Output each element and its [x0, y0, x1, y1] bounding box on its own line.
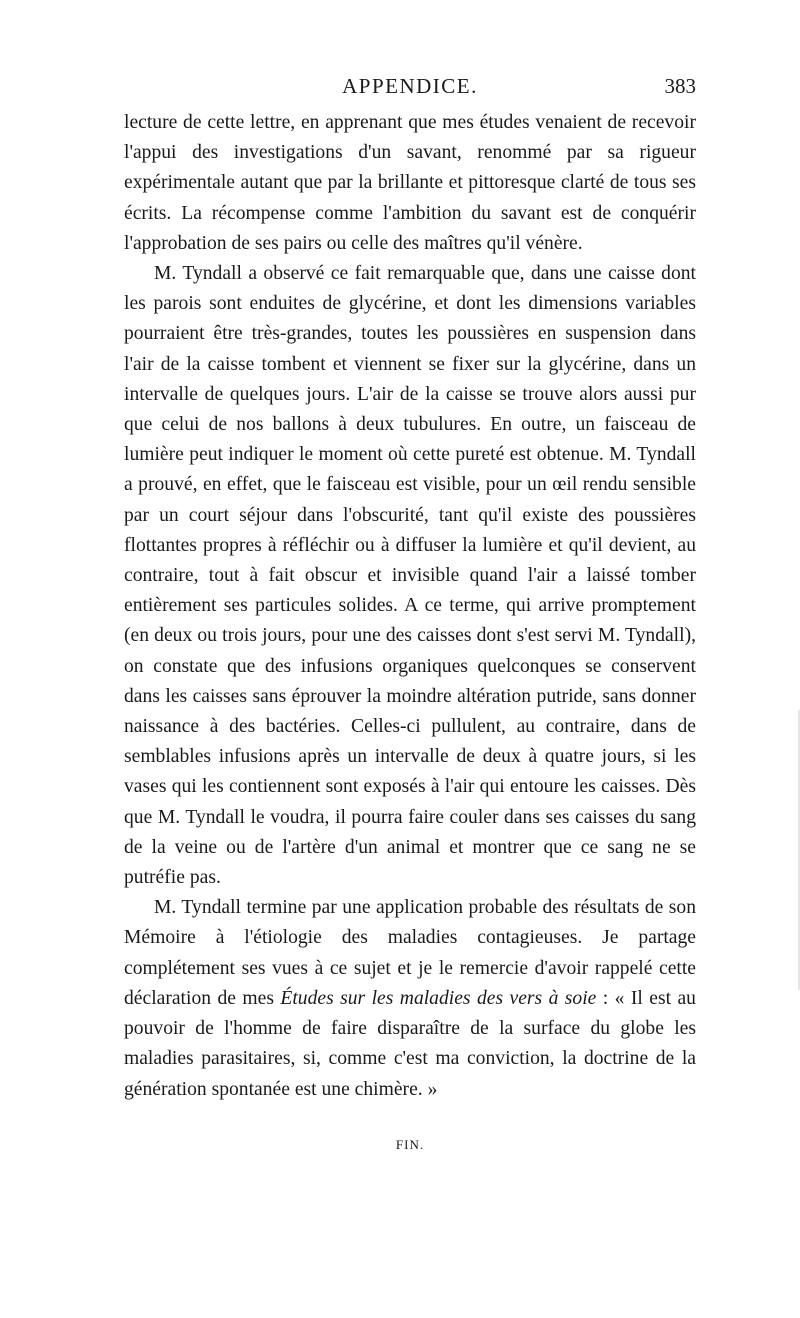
- paragraph-conclusion: [124, 893, 696, 1104]
- body-text: [124, 108, 696, 1105]
- conclusion-text-end: : « Il est au pouvoir de l'homme de faire disparaître de la surface du globe les maladies parasitaires, si, comme c'est ma conviction, la doctrine de la génération spontanée est une chimère. »: [124, 987, 696, 1100]
- book-page: [124, 74, 696, 1153]
- conclusion-text-start: M. Tyndall termine par une application probable des résultats de son Mémoire à l'étiologie des maladies contagieuses. Je partage complétement ses vues à ce sujet et je le remercie d'avoir rappelé cette déclaration de mes: [124, 897, 696, 1009]
- running-head: APPENDICE.: [342, 74, 478, 98]
- page-number: 383: [664, 74, 696, 98]
- page-header: [124, 74, 696, 108]
- end-mark: FIN.: [395, 1136, 425, 1152]
- book-title-italic: Études sur les maladies des vers à soie: [280, 987, 597, 1009]
- paragraph-continuation: lecture de cette lettre, en apprenant que mes études venaient de recevoir l'appui des investigations d'un savant, renommé par sa rigueur expérimentale autant que par la brillante et pittoresque clarté de tous ses écrits. La récompense comme l'ambition du savant est de conquérir l'approbation de ses pairs ou celle des maîtres qu'il vénère.: [124, 112, 696, 254]
- paragraph-tyndall-observation: M. Tyndall a observé ce fait remarquable que, dans une caisse dont les parois sont enduites de glycérine, et dont les dimensions variables pourraient être très-grandes, toutes les poussières en suspension dans l'air de la caisse tombent et viennent se fixer sur la glycérine, dans un intervalle de quelques jours. L'air de la caisse se trouve alors aussi pur que celui de nos ballons à deux tubulures. En outre, un faisceau de lumière peut indiquer le moment où cette pureté est obtenue. M. Tyndall a prouvé, en effet, que le faisceau est visible, pour un œil rendu sensible par un court séjour dans l'obscurité, tant qu'il existe des poussières flottantes propres à réfléchir ou à diffuser la lumière et qu'il devient, au contraire, tout à fait obscur et invisible quand l'air a laissé tomber entièrement ses particules solides. A ce terme, qui arrive promptement (en deux ou trois jours, pour une des caisses dont s'est servi M. Tyndall), on constate que des infusions organiques quelconques se conservent dans les caisses sans éprouver la moindre altération putride, sans donner naissance à des bactéries. Celles-ci pullulent, au contraire, dans de semblables infusions après un intervalle de deux à quatre jours, si les vases qui les contiennent sont exposés à l'air qui entoure les caisses. Dès que M. Tyndall le voudra, il pourra faire couler dans ses caisses du sang de la veine ou de l'artère d'un animal et montrer que ce sang ne se putréfie pas.: [124, 263, 696, 889]
